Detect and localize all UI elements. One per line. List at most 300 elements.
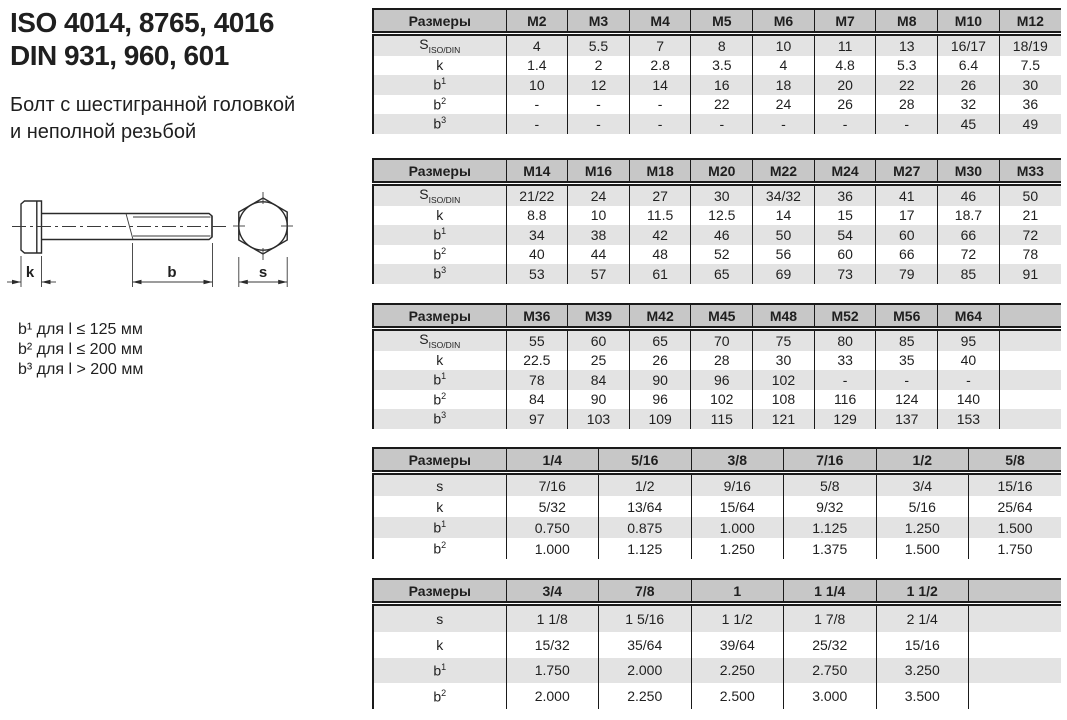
value-cell: 27 [629,184,691,206]
value-cell: 22.5 [506,351,568,371]
value-cell: - [938,370,1000,390]
table-row [373,473,1061,497]
value-cell [969,604,1062,632]
value-cell: 13 [876,34,938,56]
value-cell: 10 [506,75,568,95]
value-cell: 13/64 [599,496,692,517]
value-cell: 2.250 [599,683,692,709]
value-cell: - [506,95,568,115]
value-cell: 72 [938,245,1000,265]
value-cell: 41 [876,184,938,206]
row-label: $b^2$ [433,390,447,408]
value-cell: 25/32 [784,632,877,658]
bolt-side-view [12,201,226,253]
row-label: s [436,610,444,627]
column-header: 5/16 [599,448,692,473]
value-cell: 4 [506,34,568,56]
value-cell: - [506,114,568,134]
value-cell: 7/16 [506,473,599,497]
value-cell: 0.750 [506,517,599,538]
row-label: $S_{ISO/DIN}$ [419,331,461,351]
value-cell [999,370,1061,390]
subtitle-line-2: и неполной резьбой [10,121,197,143]
value-cell: 1.4 [506,56,568,76]
value-cell: 85 [938,264,1000,284]
value-cell: 15/16 [876,632,969,658]
value-cell: 129 [814,409,876,429]
value-cell: 11.5 [629,206,691,226]
value-cell: 52 [691,245,753,265]
value-cell: 1.375 [784,538,877,559]
row-label: $S_{ISO/DIN}$ [419,186,461,206]
column-header: M10 [938,9,1000,34]
row-label: k [436,207,444,224]
value-cell: 1.750 [969,538,1062,559]
table-row [373,538,1061,559]
column-header: M2 [506,9,568,34]
table-row [373,658,1061,684]
value-cell: 30 [999,75,1061,95]
value-cell: 18 [753,75,815,95]
value-cell: - [814,114,876,134]
value-cell: 1.125 [784,517,877,538]
value-cell: 36 [999,95,1061,115]
row-label: $b^1$ [433,76,447,94]
column-header: M18 [629,159,691,184]
value-cell: 78 [999,245,1061,265]
value-cell: 73 [814,264,876,284]
dimension-k [7,256,56,287]
value-cell: 11 [814,34,876,56]
value-cell: 24 [753,95,815,115]
value-cell: 39/64 [691,632,784,658]
row-label: k [436,498,444,515]
value-cell: 61 [629,264,691,284]
value-cell: 60 [568,329,630,351]
value-cell [969,658,1062,684]
table-row [373,351,1061,371]
value-cell: 60 [876,225,938,245]
value-cell: 26 [814,95,876,115]
value-cell: 45 [938,114,1000,134]
value-cell: - [814,370,876,390]
value-cell: 96 [629,390,691,410]
value-cell: 115 [691,409,753,429]
table-row [373,370,1061,390]
value-cell: 80 [814,329,876,351]
value-cell [999,351,1061,371]
row-label: $b^1$ [433,371,447,389]
value-cell: 65 [691,264,753,284]
row-label: k [436,57,444,74]
value-cell: 140 [938,390,1000,410]
value-cell: 2.000 [599,658,692,684]
value-cell: - [753,114,815,134]
row-label: $b^2$ [433,540,447,557]
value-cell: 66 [876,245,938,265]
value-cell: 50 [999,184,1061,206]
value-cell: 91 [999,264,1061,284]
dimension-table-metric-m14-m33 [372,158,1061,284]
value-cell: 1 1/8 [506,604,599,632]
row-label: $b^3$ [433,265,447,283]
dim-label-b: b [167,264,177,281]
value-cell: 85 [876,329,938,351]
column-header: M3 [568,9,630,34]
dimension-table-metric-m36-m64 [372,303,1061,429]
column-header: 3/4 [506,579,599,604]
table-row [373,95,1061,115]
value-cell: 3.5 [691,56,753,76]
column-header: Размеры [373,159,506,184]
value-cell: 14 [629,75,691,95]
header-row [373,159,1061,184]
row-label: $b^2$ [433,95,447,113]
value-cell: 5/8 [784,473,877,497]
value-cell: 38 [568,225,630,245]
column-header: M45 [691,304,753,329]
value-cell: 1/2 [599,473,692,497]
value-cell: - [629,114,691,134]
value-cell: 116 [814,390,876,410]
table-row [373,34,1061,56]
value-cell: 18.7 [938,206,1000,226]
value-cell: 50 [753,225,815,245]
value-cell: 95 [938,329,1000,351]
value-cell: 16 [691,75,753,95]
row-label: $b^2$ [433,245,447,263]
column-header: M36 [506,304,568,329]
table-row [373,409,1061,429]
column-header: M56 [876,304,938,329]
value-cell: 15/16 [969,473,1062,497]
dimension-table-imperial-small [372,447,1061,559]
value-cell: 2.500 [691,683,784,709]
row-label: $b^1$ [433,662,447,679]
value-cell: 66 [938,225,1000,245]
value-cell: 54 [814,225,876,245]
value-cell: 121 [753,409,815,429]
value-cell: 0.875 [599,517,692,538]
table-row [373,683,1061,709]
value-cell: 22 [691,95,753,115]
column-header [969,579,1062,604]
value-cell: 36 [814,184,876,206]
page-title [10,6,274,72]
value-cell: 4.8 [814,56,876,76]
value-cell: 21/22 [506,184,568,206]
value-cell: 78 [506,370,568,390]
value-cell: 55 [506,329,568,351]
value-cell: 2.750 [784,658,877,684]
column-header: 5/8 [969,448,1062,473]
column-header: 1 1/4 [784,579,877,604]
value-cell: 57 [568,264,630,284]
value-cell: 103 [568,409,630,429]
column-header: M39 [568,304,630,329]
value-cell: 56 [753,245,815,265]
column-header: 3/8 [691,448,784,473]
value-cell: 1 7/8 [784,604,877,632]
value-cell: 7 [629,34,691,56]
value-cell: 102 [753,370,815,390]
table-row [373,604,1061,632]
table-row [373,390,1061,410]
value-cell: 34/32 [753,184,815,206]
value-cell: 1 5/16 [599,604,692,632]
row-label: s [436,477,444,494]
column-header: 7/16 [784,448,877,473]
table-row [373,184,1061,206]
column-header: M64 [938,304,1000,329]
column-header: 1/2 [876,448,969,473]
value-cell: 15 [814,206,876,226]
value-cell: 53 [506,264,568,284]
row-label: $b^3$ [433,410,447,428]
dimension-table-imperial-large [372,578,1061,709]
table-row [373,264,1061,284]
value-cell: 108 [753,390,815,410]
column-header: M7 [814,9,876,34]
column-header: M20 [691,159,753,184]
column-header: Размеры [373,304,506,329]
note-b3: b³ для l > 200 мм [18,361,144,378]
dimension-table-metric-m2-m12 [372,8,1061,134]
value-cell: - [568,95,630,115]
value-cell: 10 [568,206,630,226]
value-cell: 70 [691,329,753,351]
column-header: Размеры [373,9,506,34]
value-cell: 79 [876,264,938,284]
value-cell: 30 [691,184,753,206]
column-header: M14 [506,159,568,184]
value-cell: 8.8 [506,206,568,226]
value-cell: 1.250 [876,517,969,538]
value-cell: 90 [568,390,630,410]
column-header: M33 [999,159,1061,184]
value-cell: 1 1/2 [691,604,784,632]
column-header: M30 [938,159,1000,184]
value-cell [999,390,1061,410]
table-row [373,75,1061,95]
value-cell: 28 [876,95,938,115]
dimension-s [239,257,287,287]
value-cell: - [568,114,630,134]
row-label: $b^1$ [433,519,447,536]
value-cell: 84 [506,390,568,410]
value-cell: - [876,114,938,134]
table-row [373,114,1061,134]
column-header: M22 [753,159,815,184]
column-header [999,304,1061,329]
value-cell: 1.750 [506,658,599,684]
table-row [373,496,1061,517]
value-cell: 48 [629,245,691,265]
value-cell: 21 [999,206,1061,226]
column-header: Размеры [373,579,506,604]
value-cell: 72 [999,225,1061,245]
value-cell: 40 [506,245,568,265]
column-header: M4 [629,9,691,34]
title-din: DIN 931, 960, 601 [10,40,229,71]
column-header: 1/4 [506,448,599,473]
row-label: k [436,636,444,653]
value-cell: 2.250 [691,658,784,684]
row-label: k [436,352,444,369]
value-cell: 24 [568,184,630,206]
value-cell: 46 [691,225,753,245]
bolt-hex-end-view [233,192,293,260]
value-cell: 26 [629,351,691,371]
dim-label-k: k [25,264,35,281]
value-cell: 15/64 [691,496,784,517]
value-cell: 18/19 [999,34,1061,56]
value-cell: 3.500 [876,683,969,709]
value-cell: 17 [876,206,938,226]
value-cell [969,632,1062,658]
value-cell: 1.000 [691,517,784,538]
subtitle-line-1: Болт с шестигранной головкой [10,94,296,116]
column-header: M5 [691,9,753,34]
value-cell: 6.4 [938,56,1000,76]
header-row [373,304,1061,329]
value-cell: 60 [814,245,876,265]
page-subtitle [10,92,295,146]
dimension-b [133,243,213,287]
value-cell: 9/16 [691,473,784,497]
column-header: 1 [691,579,784,604]
column-header: M6 [753,9,815,34]
value-cell: 14 [753,206,815,226]
value-cell: 25 [568,351,630,371]
value-cell: 30 [753,351,815,371]
value-cell: 1.125 [599,538,692,559]
value-cell: 22 [876,75,938,95]
column-header: M16 [568,159,630,184]
value-cell: 2 [568,56,630,76]
value-cell: 65 [629,329,691,351]
value-cell: 109 [629,409,691,429]
value-cell: 5/32 [506,496,599,517]
dim-label-s: s [258,264,268,281]
value-cell: 16/17 [938,34,1000,56]
column-header: M12 [999,9,1061,34]
length-notes [18,320,143,380]
value-cell: 40 [938,351,1000,371]
column-header: Размеры [373,448,506,473]
value-cell: 5.5 [568,34,630,56]
value-cell: 3.000 [784,683,877,709]
header-row [373,448,1061,473]
value-cell: 10 [753,34,815,56]
value-cell: 96 [691,370,753,390]
value-cell: 34 [506,225,568,245]
header-row [373,579,1061,604]
value-cell: 25/64 [969,496,1062,517]
value-cell: 7.5 [999,56,1061,76]
value-cell: 49 [999,114,1061,134]
column-header: M27 [876,159,938,184]
value-cell [999,409,1061,429]
value-cell: 35/64 [599,632,692,658]
value-cell: - [629,95,691,115]
value-cell: 12 [568,75,630,95]
value-cell: 1.250 [691,538,784,559]
value-cell: 32 [938,95,1000,115]
value-cell: - [876,370,938,390]
note-b2: b² для l ≤ 200 мм [18,341,143,358]
value-cell: 46 [938,184,1000,206]
row-label: $b^1$ [433,226,447,244]
table-row [373,56,1061,76]
value-cell: 12.5 [691,206,753,226]
table-row [373,245,1061,265]
value-cell: 69 [753,264,815,284]
table-row [373,632,1061,658]
value-cell: 4 [753,56,815,76]
value-cell: 84 [568,370,630,390]
value-cell [999,329,1061,351]
row-label: $b^2$ [433,687,447,705]
value-cell: 102 [691,390,753,410]
column-header: M42 [629,304,691,329]
value-cell: 90 [629,370,691,390]
value-cell: 9/32 [784,496,877,517]
value-cell: 137 [876,409,938,429]
column-header: 7/8 [599,579,692,604]
table-row [373,206,1061,226]
value-cell: 2 1/4 [876,604,969,632]
value-cell: 26 [938,75,1000,95]
value-cell [969,683,1062,709]
value-cell: 124 [876,390,938,410]
value-cell: 3/4 [876,473,969,497]
value-cell: 2.000 [506,683,599,709]
value-cell: 42 [629,225,691,245]
value-cell: 28 [691,351,753,371]
column-header: M52 [814,304,876,329]
column-header: M48 [753,304,815,329]
column-header: 1 1/2 [876,579,969,604]
value-cell: 1.500 [876,538,969,559]
value-cell: 3.250 [876,658,969,684]
value-cell: 97 [506,409,568,429]
title-iso: ISO 4014, 8765, 4016 [10,7,274,38]
value-cell: - [691,114,753,134]
value-cell: 44 [568,245,630,265]
value-cell: 8 [691,34,753,56]
value-cell: 35 [876,351,938,371]
column-header: M24 [814,159,876,184]
row-label: $S_{ISO/DIN}$ [419,36,461,56]
value-cell: 1.000 [506,538,599,559]
table-row [373,329,1061,351]
table-row [373,225,1061,245]
value-cell: 15/32 [506,632,599,658]
column-header: M8 [876,9,938,34]
value-cell: 5.3 [876,56,938,76]
bolt-technical-drawing [0,160,340,320]
value-cell: 2.8 [629,56,691,76]
value-cell: 33 [814,351,876,371]
value-cell: 5/16 [876,496,969,517]
value-cell: 20 [814,75,876,95]
row-label: $b^3$ [433,115,447,133]
value-cell: 75 [753,329,815,351]
header-row [373,9,1061,34]
table-row [373,517,1061,538]
value-cell: 1.500 [969,517,1062,538]
